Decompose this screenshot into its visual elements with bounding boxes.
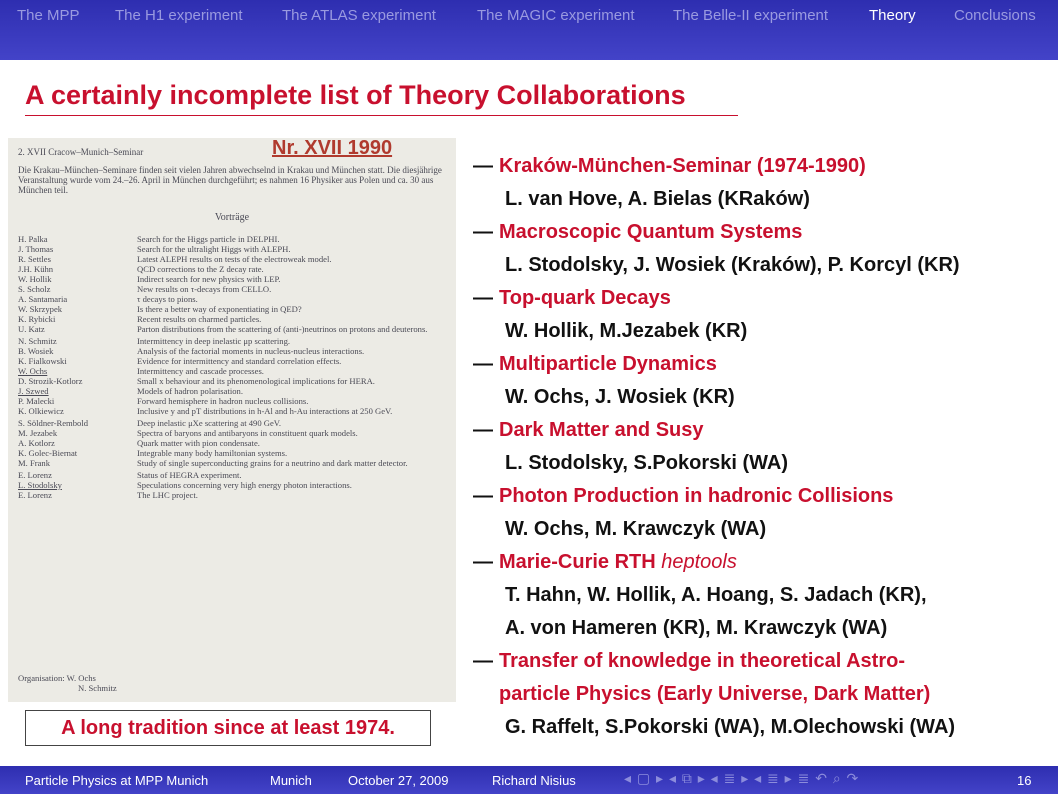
collaboration-topic-text: Kraków-München-Seminar (1974-1990) (499, 155, 866, 177)
collaboration-members: W. Ochs, M. Krawczyk (WA) (505, 518, 767, 540)
scan-talk-row (18, 406, 450, 416)
scan-speaker: J. Szwed (18, 386, 49, 396)
scan-speaker: M. Frank (18, 458, 50, 468)
nav-h1-experiment[interactable]: The H1 experiment (115, 7, 243, 24)
collaboration-topic-text: Macroscopic Quantum Systems (499, 221, 803, 243)
collaboration-members: A. von Hameren (KR), M. Krawczyk (WA) (505, 617, 888, 639)
scan-speaker: S. Scholz (18, 284, 51, 294)
scan-talk-topic: Intermittency in deep inelastic μp scattering. (137, 336, 291, 346)
scan-talk-row (18, 480, 450, 490)
scan-talk-row (18, 428, 450, 438)
collaboration-topic-text: Photon Production in hadronic Collisions (499, 485, 894, 507)
scan-speaker: E. Lorenz (18, 470, 52, 480)
nav-theory[interactable]: Theory (869, 7, 916, 24)
scan-talk-row (18, 304, 450, 314)
scan-talk-topic: Is there a better way of exponentiating in QED? (137, 304, 302, 314)
scan-talk-topic: New results on τ-decays from CELLO. (137, 284, 272, 294)
collaboration-topic (473, 647, 1053, 680)
scan-speaker: E. Lorenz (18, 490, 52, 500)
scan-talk-topic: Spectra of baryons and antibaryons in constituent quark models. (137, 428, 358, 438)
scan-talk-row (18, 490, 450, 500)
scan-speaker: K. Fialkowski (18, 356, 67, 366)
nav-conclusions[interactable]: Conclusions (954, 7, 1036, 24)
scan-talk-row (18, 386, 450, 396)
scan-speaker: H. Palka (18, 234, 48, 244)
footer-place: Munich (270, 773, 312, 788)
scan-organisation (18, 673, 117, 693)
collaboration-members: T. Hahn, W. Hollik, A. Hoang, S. Jadach (KR), (505, 584, 927, 606)
scan-talk-topic: Small x behaviour and its phenomenological implications for HERA. (137, 376, 375, 386)
scanned-program-image (8, 138, 456, 702)
collaboration-members: L. Stodolsky, J. Wosiek (Kraków), P. Korcyl (KR) (505, 254, 960, 276)
collaboration-topic-italic: heptools (661, 551, 737, 573)
scan-talk-row (18, 264, 450, 274)
scan-speaker: J. Thomas (18, 244, 54, 254)
header-bar (0, 0, 1058, 60)
scan-talk-row (18, 284, 450, 294)
scan-talk-topic: Speculations concerning very high energy photon interactions. (137, 480, 352, 490)
scan-talk-topic: Analysis of the factorial moments in nucleus-nucleus interactions. (137, 346, 365, 356)
collaboration-topic (473, 350, 1053, 383)
scan-talk-row (18, 448, 450, 458)
scan-talk-topic: QCD corrections to the Z decay rate. (137, 264, 264, 274)
scan-organiser: N. Schmitz (78, 683, 117, 693)
collaboration-topic-text: Multiparticle Dynamics (499, 353, 717, 375)
scan-talk-row (18, 418, 450, 428)
footer-bar (0, 766, 1058, 794)
scan-organisation-label: Organisation: (18, 673, 65, 683)
scan-talk-topic: Latest ALEPH results on tests of the electroweak model. (137, 254, 332, 264)
scan-talk-row (18, 346, 450, 356)
scan-speaker: U. Katz (18, 324, 45, 334)
scan-talk-row (18, 274, 450, 284)
footer-date: October 27, 2009 (348, 773, 449, 788)
scan-talk-topic: Search for the ultralight Higgs with ALEPH. (137, 244, 291, 254)
scan-speaker: K. Olkiewicz (18, 406, 64, 416)
collaboration-topic-text: Top-quark Decays (499, 287, 671, 309)
collaboration-topic (473, 416, 1053, 449)
scan-talk-topic: Search for the Higgs particle in DELPHI. (137, 234, 280, 244)
scan-speaker: W. Ochs (18, 366, 48, 376)
scan-talk-row (18, 438, 450, 448)
scan-talk-topic: τ decays to pions. (137, 294, 198, 304)
scan-talk-row (18, 356, 450, 366)
scan-vortraege-heading: Vorträge (214, 212, 250, 223)
scan-talk-list (18, 234, 450, 500)
scan-talk-topic: Parton distributions from the scattering of (anti-)neutrinos on protons and deuterons. (137, 324, 428, 334)
tradition-box: A long tradition since at least 1974. (25, 710, 431, 746)
scan-intro: Die Krakau–München–Seminare finden seit vielen Jahren abwechselnd in Krakau und München statt. Die diesjährige Veranstaltung wurde vom 24.–26. April in München durchgeführt; es nahmen 16 Physiker aus Polen und ca. 30 aus München teil. (18, 165, 442, 195)
collaboration-members: G. Raffelt, S.Pokorski (WA), M.Olechowski (WA) (505, 716, 956, 738)
collaboration-members: L. van Hove, A. Bielas (KRaków) (505, 188, 810, 210)
scan-organiser: W. Ochs (66, 673, 96, 683)
em-dash: — (473, 419, 493, 441)
scan-talk-row (18, 470, 450, 480)
scan-speaker: N. Schmitz (18, 336, 57, 346)
scan-speaker: R. Settles (18, 254, 51, 264)
collaboration-topic-continued: particle Physics (Early Universe, Dark Matter) (499, 683, 931, 705)
collaboration-topic (473, 284, 1053, 317)
scan-talk-row (18, 396, 450, 406)
scan-speaker: A. Kotlorz (18, 438, 55, 448)
footer-author: Richard Nisius (492, 773, 576, 788)
seminar-number-label: Nr. XVII 1990 (272, 137, 393, 159)
em-dash: — (473, 287, 493, 309)
beamer-navigation-icons[interactable]: ◂ ▢ ▸ ◂ ⧉ ▸ ◂ ≣ ▸ ◂ ≣ ▸ ≣ ↶ ⌕ ↷ (624, 770, 860, 786)
title-underline (25, 115, 738, 116)
nav-belle-ii-experiment[interactable]: The Belle-II experiment (673, 7, 829, 24)
em-dash: — (473, 155, 493, 177)
em-dash: — (473, 221, 493, 243)
scan-speaker: L. Stodolsky (18, 480, 62, 490)
collaboration-topic-text: Marie-Curie RTH (499, 551, 662, 573)
collaboration-members: L. Stodolsky, S.Pokorski (WA) (505, 452, 789, 474)
scan-talk-topic: Inclusive y and pT distributions in h-Al and h-Au interactions at 250 GeV. (137, 406, 393, 416)
collaboration-members: W. Ochs, J. Wosiek (KR) (505, 386, 735, 408)
scan-talk-row (18, 366, 450, 376)
scan-speaker: S. Söldner-Rembold (18, 418, 89, 428)
scan-talk-row (18, 324, 450, 334)
scan-speaker: A. Santamaria (18, 294, 68, 304)
collaboration-topic (473, 548, 1053, 581)
collaboration-topic (473, 482, 1053, 515)
collaboration-topic-text: Dark Matter and Susy (499, 419, 704, 441)
footer-page-number: 16 (1017, 773, 1032, 788)
scan-talk-topic: Evidence for intermittency and standard correlation effects. (137, 356, 342, 366)
em-dash: — (473, 485, 493, 507)
collaboration-topic (473, 152, 1053, 185)
scan-talk-row (18, 244, 450, 254)
scan-talk-topic: Deep inelastic μXe scattering at 490 GeV. (137, 418, 282, 428)
scan-talk-topic: The LHC project. (137, 490, 198, 500)
scan-speaker: K. Rybicki (18, 314, 56, 324)
scan-talk-row (18, 336, 450, 346)
scan-talk-topic: Forward hemisphere in hadron nucleus collisions. (137, 396, 309, 406)
em-dash: — (473, 353, 493, 375)
nav-the-mpp[interactable]: The MPP (17, 7, 80, 24)
em-dash: — (473, 650, 493, 672)
collaboration-members: W. Hollik, M.Jezabek (KR) (505, 320, 748, 342)
collaboration-topic-text: Transfer of knowledge in theoretical Astro- (499, 650, 905, 672)
scan-speaker: D. Strozik-Kotlorz (18, 376, 83, 386)
scan-speaker: W. Skrzypek (18, 304, 63, 314)
collaboration-topic (473, 218, 1053, 251)
scan-talk-topic: Quark matter with pion condensate. (137, 438, 260, 448)
scan-talk-topic: Recent results on charmed particles. (137, 314, 262, 324)
scan-talk-topic: Intermittency and cascade processes. (137, 366, 264, 376)
nav-atlas-experiment[interactable]: The ATLAS experiment (282, 7, 436, 24)
scan-speaker: M. Jezabek (18, 428, 58, 438)
scan-talk-row (18, 254, 450, 264)
scan-speaker: P. Malecki (18, 396, 55, 406)
scan-speaker: B. Wosiek (18, 346, 54, 356)
scan-talk-topic: Study of single superconducting grains for a neutrino and dark matter detector. (137, 458, 408, 468)
scan-talk-row (18, 314, 450, 324)
nav-magic-experiment[interactable]: The MAGIC experiment (477, 7, 635, 24)
scan-talk-row (18, 376, 450, 386)
scan-talk-topic: Status of HEGRA experiment. (137, 470, 242, 480)
collaboration-list (473, 152, 1053, 746)
scan-talk-topic: Indirect search for new physics with LEP. (137, 274, 281, 284)
em-dash: — (473, 551, 493, 573)
scan-talk-row (18, 458, 450, 468)
scan-speaker: K. Golec-Biernat (18, 448, 78, 458)
slide-title: A certainly incomplete list of Theory Collaborations (25, 80, 686, 110)
section-nav (0, 7, 1058, 25)
scan-talk-topic: Integrable many body hamiltonian systems. (137, 448, 288, 458)
scan-heading: 2. XVII Cracow–Munich–Seminar (18, 147, 144, 157)
scan-speaker: W. Hollik (18, 274, 52, 284)
footer-course: Particle Physics at MPP Munich (25, 773, 209, 788)
scan-talk-row (18, 234, 450, 244)
scan-talk-row (18, 294, 450, 304)
scan-speaker: J.H. Kühn (18, 264, 54, 274)
scan-talk-topic: Models of hadron polarisation. (137, 386, 243, 396)
